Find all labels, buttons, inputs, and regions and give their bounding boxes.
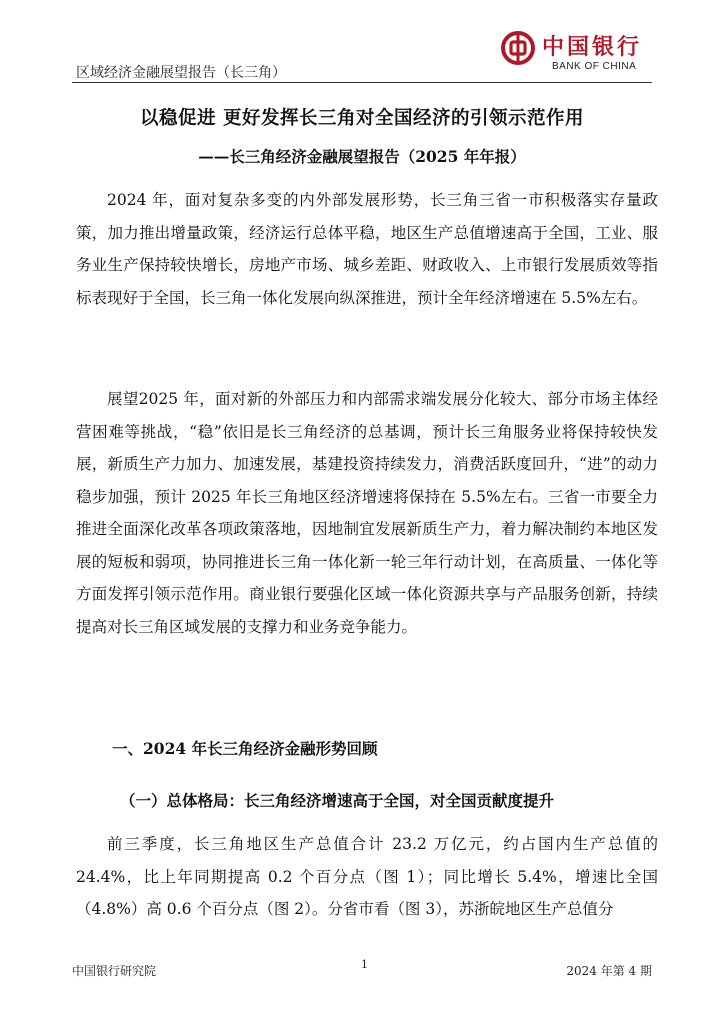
section-heading: 一、2024 年长三角经济金融形势回顾 (112, 739, 378, 758)
page-number: 1 (361, 958, 368, 971)
bank-emblem-icon (500, 30, 536, 66)
document-title: 以稳促进 更好发挥长三角对全国经济的引领示范作用 (140, 108, 584, 129)
page-footer (72, 958, 652, 982)
paragraph-outlook: 展望2025 年，面对新的外部压力和内部需求端发展分化较大、部分市场主体经营困难等挑战，“稳”依旧是长三角经济的总基调，预计长三角服务业将保持较快发展，新质生产力加力、加速发展，基建投资持续发力，消费活跃度回升，“进”的动力稳步加强，预计 2025 年长三角地区经济增速将保持在 5.5%左右。三省一市要全力推进全面深化改革各项政策落地，因地制宜发展新质生产力，着力解决制约本地区发展的短板和弱项，协同推进长三角一体化新一轮三年行动计划，在高质量、一体化等方面发挥引领示范作用。商业银行要强化区域一体化资源共享与产品服务创新，持续提高对长三角区域发展的支撑力和业务竞争能力。 (76, 390, 658, 636)
footer-publisher: 中国银行研究院 (72, 964, 157, 978)
footer-issue: 2024 年第 4 期 (566, 964, 652, 978)
document-subtitle: ——长三角经济金融展望报告（2025 年年报） (198, 147, 526, 166)
header-divider (72, 82, 652, 83)
subsection-heading: （一）总体格局：长三角经济增速高于全国，对全国贡献度提升 (120, 791, 555, 810)
paragraph-gdp: 前三季度，长三角地区生产总值合计 23.2 万亿元，约占国内生产总值的24.4%，比上年同期提高 0.2 个百分点（图 1）；同比增长 5.4%，增速比全国（4.8%）高 0.6 个百分点（图 2）。分省市看（图 3），苏浙皖地区生产总值分 (76, 835, 658, 918)
bank-logo (500, 28, 650, 80)
report-series-title: 区域经济金融展望报告（长三角） (76, 65, 286, 81)
logo-english-name: BANK OF CHINA (552, 61, 637, 72)
page-header (72, 28, 650, 80)
paragraph-intro: 2024 年，面对复杂多变的内外部发展形势，长三角三省一市积极落实存量政策，加力推出增量政策，经济运行总体平稳，地区生产总值增速高于全国，工业、服务业生产保持较快增长，房地产市场、城乡差距、财政收入、上市银行发展质效等指标表现好于全国，长三角一体化发展向纵深推进，预计全年经济增速在 5.5%左右。 (76, 191, 658, 307)
logo-chinese-name: 中国银行 (542, 34, 643, 60)
